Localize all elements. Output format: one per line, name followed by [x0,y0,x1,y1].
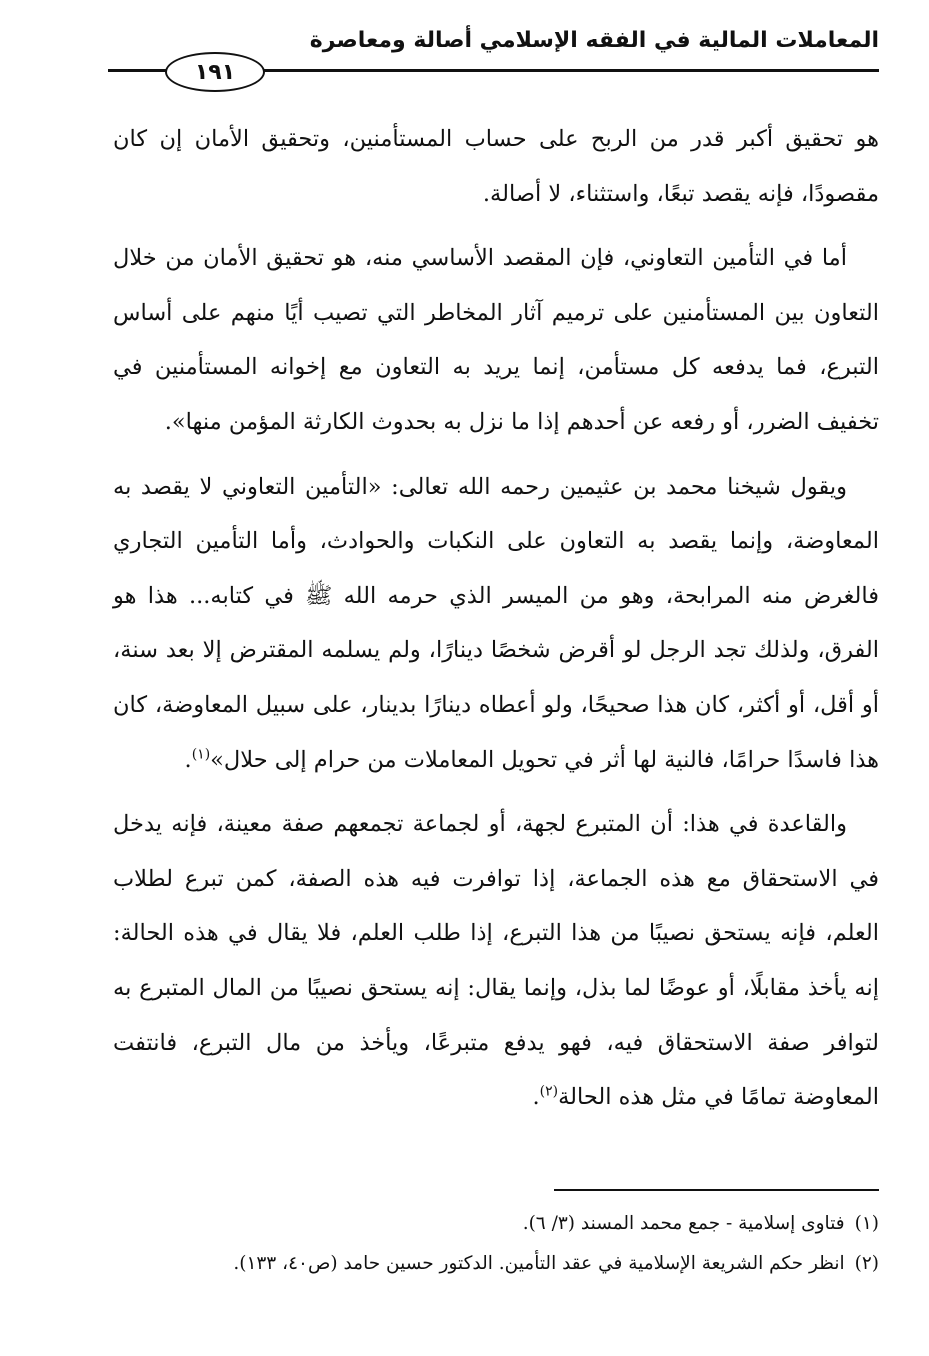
footnote-1-text: فتاوى إسلامية - جمع محمد المسند (٣/ ٦). [522,1213,845,1234]
footnote-2 [113,1244,879,1284]
footnotes [113,1204,879,1284]
footnote-2-number: (٢) [854,1253,879,1274]
paragraph-4-text: والقاعدة في هذا: أن المتبرع لجهة، أو لجماعة تجمعهم صفة معينة، فإنه يدخل في الاستحقاق مع هذه الجماعة، إذا توافرت فيه هذه الصفة، كمن تبرع لطلاب العلم، فإنه يستحق نصيبًا من هذا التبرع، إذا طلب العلم، فلا يقال في هذه الحالة: إنه يأخذ مقابلًا، أو عوضًا لما بذل، وإنما يقال: إنه يستحق نصيبًا من المال المتبرع به لتوافر صفة الاستحقاق فيه، فهو يدفع متبرعًا، ويأخذ من مال التبرع، فانتفت المعاوضة تمامًا في مثل هذه الحالة [113,811,879,1111]
page-number-text: ١٩١ [194,59,236,85]
paragraph-1: هو تحقيق أكبر قدر من الربح على حساب المستأمنين، وتحقيق الأمان إن كان مقصودًا، فإنه يقصد تبعًا، واستثناء، لا أصالة. [113,126,879,207]
running-title: المعاملات المالية في الفقه الإسلامي أصالة ومعاصرة [309,28,879,53]
footnote-2-text: انظر حكم الشريعة الإسلامية في عقد التأمين. الدكتور حسين حامد (ص٤٠، ١٣٣). [233,1253,845,1274]
page-number [165,52,265,92]
footnote-rule [554,1189,879,1191]
footnote-1-number: (١) [854,1213,879,1234]
paragraph-4 [113,797,879,1125]
paragraph-4-end: . [532,1084,540,1111]
body-text [113,112,879,1125]
footnote-1 [113,1204,879,1244]
footnote-ref-2[interactable]: (٢) [539,1083,559,1100]
paragraph-3 [113,460,879,788]
paragraph-3-end: . [184,746,192,773]
paragraph-3-text: ويقول شيخنا محمد بن عثيمين رحمه الله تعالى: «التأمين التعاوني لا يقصد به المعاوضة، وإنما يقصد به التعاون على النكبات والحوادث، وأما التأمين التجاري فالغرض منه المرابحة، وهو من الميسر الذي حرمه الله ﷺ في كتابه... هذا هو الفرق، ولذلك تجد الرجل لو أقرض شخصًا دينارًا، ولم يسلمه المقترض إلا بعد سنة، أو أقل، أو أكثر، كان هذا صحيحًا، ولو أعطاه دينارًا بدينار، على سبيل المعاوضة، كان هذا فاسدًا حرامًا، فالنية لها أثر في تحويل المعاملات من حرام إلى حلال» [113,473,879,773]
footnote-ref-1[interactable]: (١) [191,746,211,763]
paragraph-2: أما في التأمين التعاوني، فإن المقصد الأساسي منه، هو تحقيق الأمان من خلال التعاون بين المستأمنين على ترميم آثار المخاطر التي تصيب أيًا منهم على أساس التبرع، فما يدفعه كل مستأمن، إنما يريد به التعاون مع إخوانه المستأمنين في تخفيف الضرر، أو رفعه عن أحدهم إذا ما نزل به بحدوث الكارثة المؤمن منها». [113,245,879,435]
